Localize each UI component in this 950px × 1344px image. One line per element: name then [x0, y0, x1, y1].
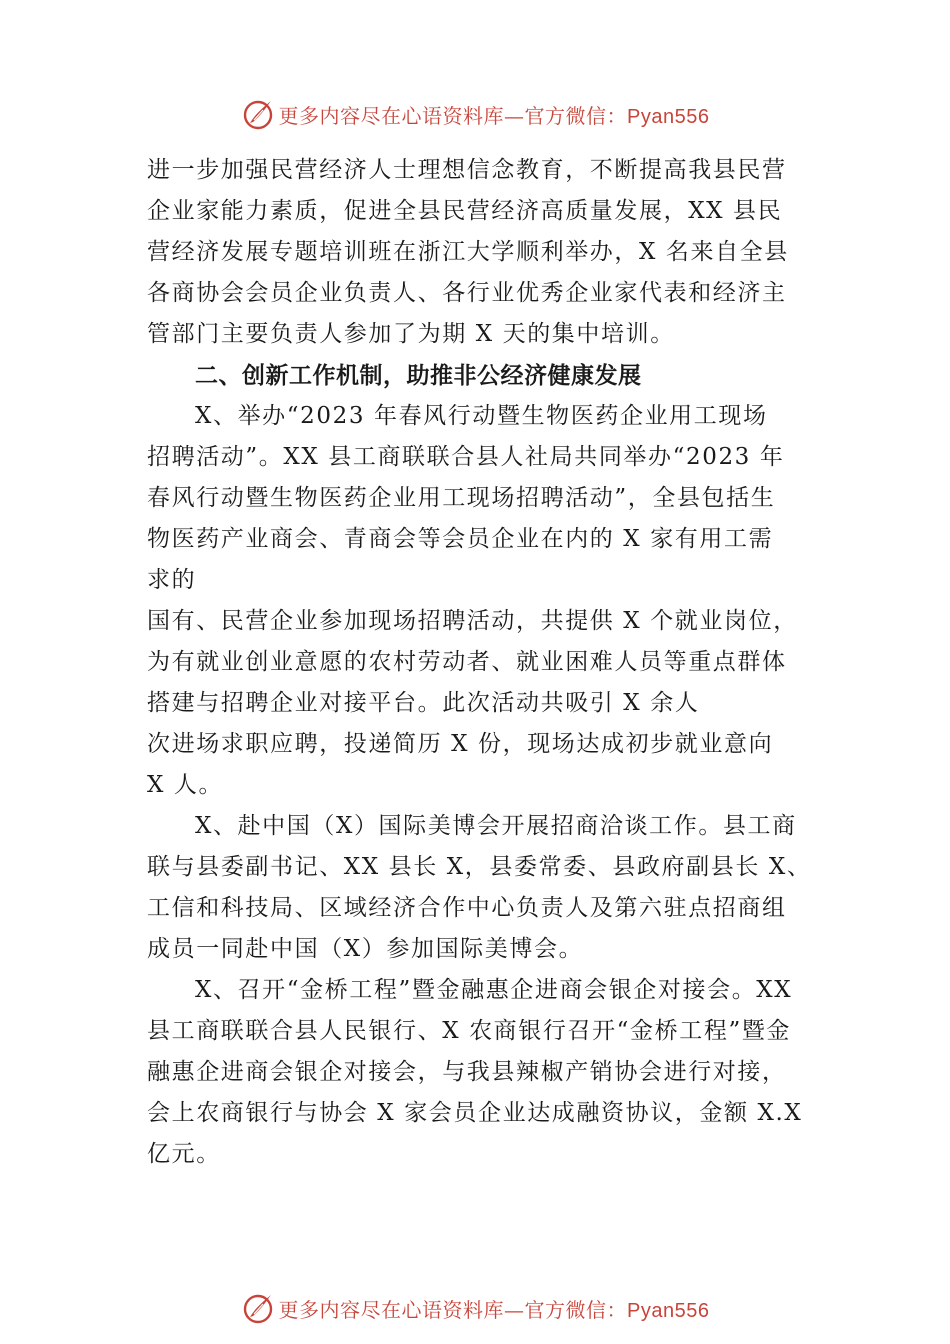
body-line: X、举办“2023 年春风行动暨生物医药企业用工现场 — [195, 403, 768, 429]
body-line: 次进场求职应聘，投递简历 X 份，现场达成初步就业意向 — [147, 731, 774, 757]
banner-text — [279, 1294, 710, 1323]
body-line: 招聘活动”。XX 县工商联联合县人社局共同举办“2023 年 — [147, 444, 785, 470]
body-line: 各商协会会员企业负责人、各行业优秀企业家代表和经济主 — [147, 280, 787, 306]
body-line: 会上农商银行与协会 X 家会员企业达成融资协议，金额 X.X — [147, 1100, 803, 1126]
body-line: 求的 — [147, 567, 197, 593]
footer-banner — [0, 1288, 950, 1328]
header-banner — [0, 94, 950, 134]
quill-logo-icon — [241, 97, 275, 131]
document-body — [147, 150, 837, 1175]
body-line: 春风行动暨生物医药企业用工现场招聘活动”，全县包括生 — [147, 485, 776, 511]
banner-separator: — — [504, 103, 525, 128]
body-line: 联与县委副书记、XX 县长 X，县委常委、县政府副县长 X、 — [147, 854, 812, 880]
banner-handle: Pyan556 — [627, 1299, 710, 1322]
body-line: X、召开“金桥工程”暨金融惠企进商会银企对接会。XX — [195, 977, 793, 1003]
banner-handle: Pyan556 — [627, 105, 710, 128]
body-line: 亿元。 — [147, 1141, 221, 1167]
body-line: 县工商联联合县人民银行、X 农商银行召开“金桥工程”暨金 — [147, 1018, 792, 1044]
section-heading: 二、创新工作机制，助推非公经济健康发展 — [195, 362, 642, 389]
body-line: 搭建与招聘企业对接平台。此次活动共吸引 X 余人 — [147, 690, 700, 716]
body-line: 管部门主要负责人参加了为期 X 天的集中培训。 — [147, 321, 675, 347]
banner-wechat-label: 官方微信： — [524, 1297, 628, 1322]
quill-logo-icon — [241, 1291, 275, 1325]
body-line: X、赴中国（X）国际美博会开展招商洽谈工作。县工商 — [195, 813, 797, 839]
body-line: 为有就业创业意愿的农村劳动者、就业困难人员等重点群体 — [147, 649, 787, 675]
body-line: 企业家能力素质，促进全县民营经济高质量发展，XX 县民 — [147, 198, 783, 224]
banner-brand: 更多内容尽在心语资料库 — [278, 1297, 505, 1322]
banner-separator: — — [504, 1297, 525, 1322]
body-line: 营经济发展专题培训班在浙江大学顺利举办，X 名来自全县 — [147, 239, 789, 265]
body-line: 国有、民营企业参加现场招聘活动，共提供 X 个就业岗位， — [147, 608, 798, 634]
body-line: X 人。 — [147, 772, 224, 798]
banner-text — [279, 100, 710, 129]
body-line: 物医药产业商会、青商会等会员企业在内的 X 家有用工需 — [147, 526, 774, 552]
banner-wechat-label: 官方微信： — [524, 103, 628, 128]
banner-brand: 更多内容尽在心语资料库 — [278, 103, 505, 128]
body-line: 进一步加强民营经济人士理想信念教育，不断提高我县民营 — [147, 157, 787, 183]
body-line: 成员一同赴中国（X）参加国际美博会。 — [147, 936, 584, 962]
body-line: 工信和科技局、区域经济合作中心负责人及第六驻点招商组 — [147, 895, 787, 921]
body-line: 融惠企进商会银企对接会，与我县辣椒产销协会进行对接， — [147, 1059, 787, 1085]
